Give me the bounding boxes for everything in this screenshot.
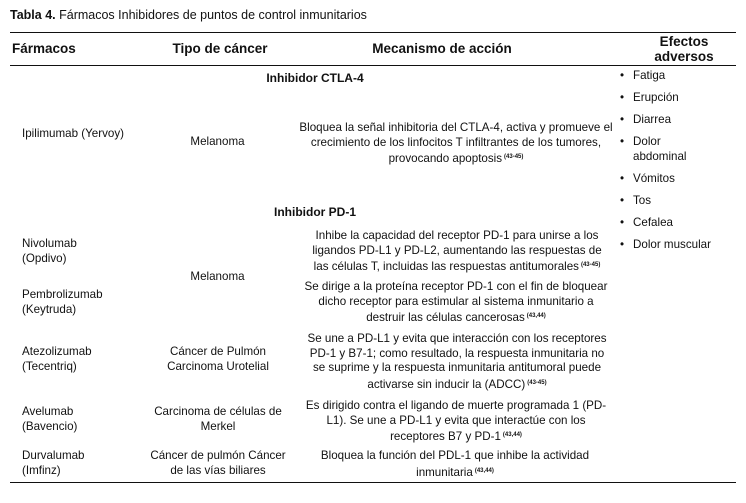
mechanism-ipilimumab bbox=[298, 121, 614, 167]
bullet-icon: • bbox=[620, 193, 625, 207]
drug-durvalumab: Durvalumab (Imfinz) bbox=[22, 449, 85, 477]
cancer-ipilimumab: Melanoma bbox=[190, 135, 245, 148]
mechanism-text: Se une a PD-L1 y evita que interacción con los receptores PD-1 y B7-1; como resultado, la respuesta inmunitaria no se suprime y la respuesta inmunitaria antitumoral puede activarse sin inducir la (ADCC) bbox=[307, 332, 607, 391]
mechanism-text: Se dirige a la proteína receptor PD-1 con el fin de bloquear dicho receptor para estimular al sistema inmunitario a destruir las células cancerosas bbox=[304, 280, 608, 324]
mechanism-text: Bloquea la señal inhibitoria del CTLA-4, activa y promueve el crecimiento de los linfocitos T infiltrantes de los tumores, provocando apoptosis bbox=[299, 121, 613, 165]
caption-text: Fármacos Inhibidores de puntos de control inmunitarios bbox=[59, 8, 367, 22]
bullet-icon: • bbox=[620, 91, 625, 104]
header-drugs: Fármacos bbox=[12, 41, 76, 56]
cancer-avelumab: Carcinoma de células de Merkel bbox=[154, 405, 282, 433]
adverse-effect-item bbox=[620, 194, 738, 209]
adverse-effect-label: Dolor abdominal bbox=[633, 135, 687, 163]
section-ctla4: Inhibidor CTLA-4 bbox=[266, 71, 364, 85]
reference: (43-45) bbox=[504, 154, 524, 160]
reference: (43-45) bbox=[527, 379, 547, 386]
table-caption bbox=[10, 8, 367, 22]
bullet-icon: • bbox=[620, 135, 625, 148]
drug-ipilimumab: Ipilimumab (Yervoy) bbox=[22, 127, 125, 140]
mechanism-text: Es dirigido contra el ligando de muerte programada 1 (PD-L1). Se une a PD-L1 y evita que interactúe con los receptores B7 y PD-1 bbox=[305, 399, 607, 443]
adverse-effect-item bbox=[620, 238, 738, 253]
bullet-icon: • bbox=[620, 69, 625, 82]
adverse-effects-list bbox=[620, 69, 738, 260]
drug-pembrolizumab: Pembrolizumab (Keytruda) bbox=[22, 288, 103, 316]
mechanism-avelumab bbox=[300, 399, 612, 445]
reference: (43,44) bbox=[526, 313, 546, 319]
drug-atezolizumab: Atezolizumab (Tecentriq) bbox=[22, 345, 92, 373]
adverse-effect-item bbox=[620, 172, 738, 187]
caption-label: Tabla 4. bbox=[10, 8, 56, 22]
adverse-effect-label: Tos bbox=[633, 193, 652, 207]
header-cancer: Tipo de cáncer bbox=[172, 41, 268, 56]
drug-nivolumab: Nivolumab (Opdivo) bbox=[22, 237, 77, 265]
adverse-effect-item bbox=[620, 135, 713, 164]
adverse-effect-label: Cefalea bbox=[633, 215, 673, 229]
reference: (43,44) bbox=[502, 432, 522, 438]
cancer-atezolizumab: Cáncer de Pulmón Carcinoma Urotelial bbox=[167, 345, 269, 373]
header-rule bbox=[10, 65, 736, 66]
mechanism-durvalumab bbox=[305, 449, 605, 480]
section-pd1: Inhibidor PD-1 bbox=[274, 205, 356, 219]
adverse-effect-label: Diarrea bbox=[633, 113, 672, 126]
adverse-effect-label: Dolor muscular bbox=[633, 237, 711, 251]
drug-avelumab: Avelumab (Bavencio) bbox=[22, 405, 78, 433]
mechanism-pembrolizumab bbox=[300, 280, 612, 326]
mechanism-atezolizumab bbox=[303, 332, 611, 392]
adverse-effect-item bbox=[620, 113, 738, 128]
mechanism-text: Inhibe la capacidad del receptor PD-1 para unirse a los ligandos PD-L1 y PD-L2, aumentando las respuestas de las células T, incluidas las respuestas antitumorales bbox=[312, 229, 602, 273]
top-rule bbox=[10, 32, 736, 33]
bullet-icon: • bbox=[620, 215, 625, 229]
header-adverse-effects: Efectos adversos bbox=[654, 34, 714, 64]
reference: (43-45) bbox=[580, 262, 601, 268]
reference: (43,44) bbox=[474, 467, 494, 474]
mechanism-nivolumab bbox=[305, 229, 609, 275]
bullet-icon: • bbox=[620, 113, 625, 126]
cancer-durvalumab: Cáncer de pulmón Cáncer de las vías biliares bbox=[150, 449, 286, 477]
mechanism-text: Bloquea la función del PDL-1 que inhibe la actividad inmunitaria bbox=[320, 449, 590, 479]
header-mechanism: Mecanismo de acción bbox=[372, 41, 512, 56]
adverse-effect-label: Fatiga bbox=[633, 69, 666, 82]
adverse-effect-item bbox=[620, 69, 738, 84]
adverse-effect-label: Vómitos bbox=[633, 171, 675, 185]
bullet-icon: • bbox=[620, 237, 625, 251]
adverse-effect-item bbox=[620, 91, 738, 106]
adverse-effect-label: Erupción bbox=[633, 91, 679, 104]
adverse-effect-item bbox=[620, 216, 738, 231]
bullet-icon: • bbox=[620, 171, 625, 185]
bottom-rule bbox=[10, 482, 736, 483]
cancer-pd1-melanoma: Melanoma bbox=[190, 270, 245, 283]
